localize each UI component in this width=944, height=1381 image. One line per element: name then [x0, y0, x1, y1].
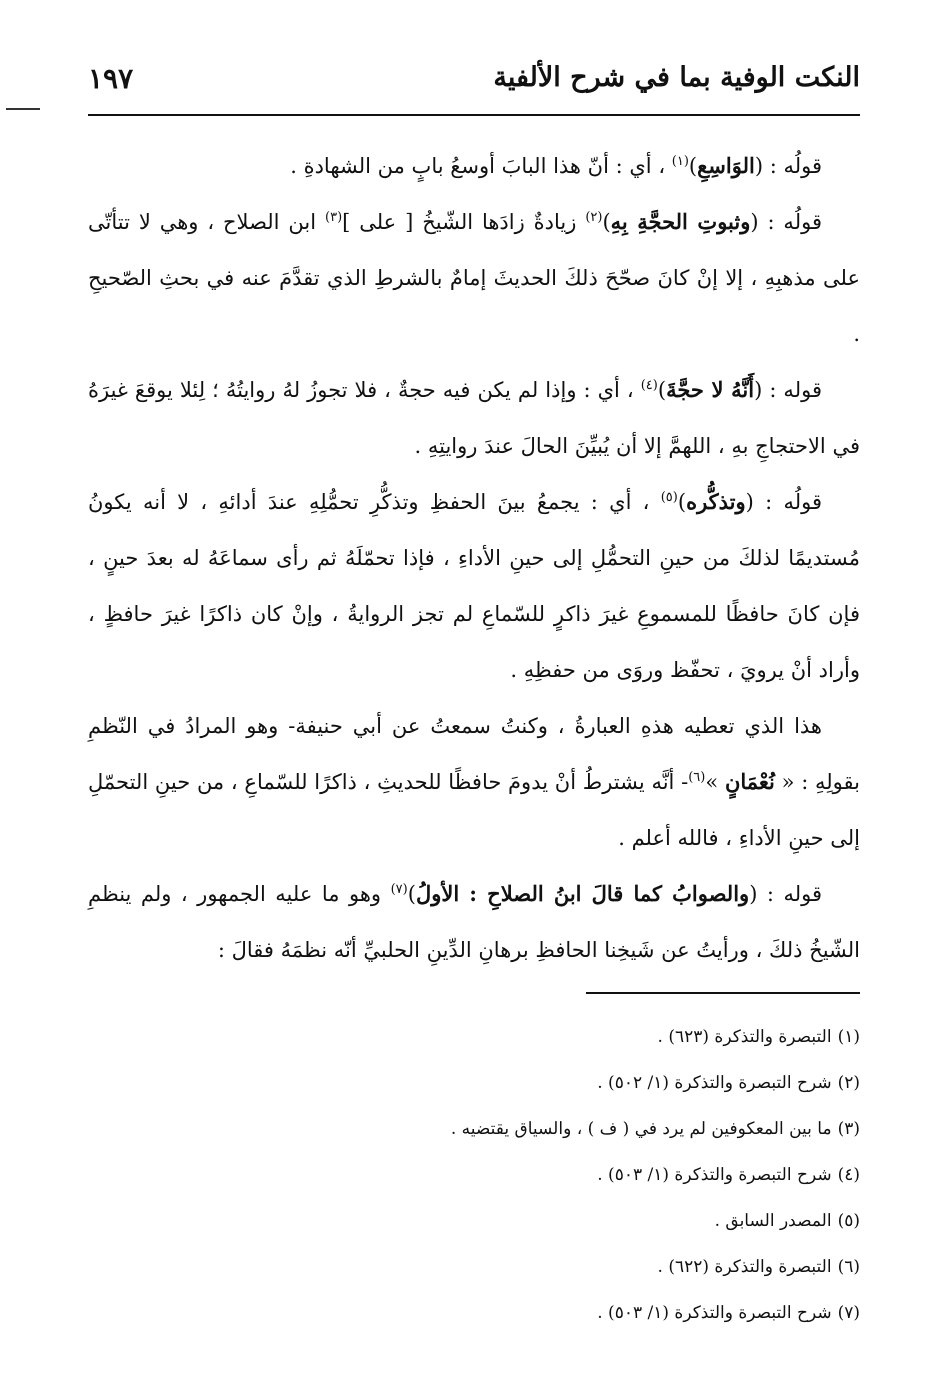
footnote-text: ما بين المعكوفين لم يرد في ( ف ) ، والسياق يقتضيه .	[450, 1119, 832, 1139]
bracket: )	[657, 378, 667, 402]
paragraph-lead: قوله : (	[754, 378, 822, 402]
footnote-number: (٢)	[837, 1073, 860, 1093]
footnote-marker: (٧)	[390, 882, 408, 897]
footnote-text: شرح التبصرة والتذكرة (١/ ٥٠٢) .	[597, 1073, 832, 1093]
paragraph-lead: قولُه : (	[750, 210, 822, 234]
paragraph-lead: قوله : (	[749, 882, 823, 906]
quoted-phrase: الوَاسِعِ	[697, 153, 755, 178]
quoted-phrase: وثبوتِ الحجَّةِ بِهِ	[610, 209, 751, 234]
footnote	[88, 1106, 860, 1152]
paragraph-text: ، أي : وإذا لم يكن فيه حجةٌ ، فلا تجوزُ لهُ روايتُهُ ؛ لِئلا يوقعَ غيرَهُ في الاحتجاجِ بهِ ، اللهمَّ إلا أن يُبيِّنَ الحالَ عندَ روايتِهِ .	[88, 378, 860, 458]
footnote-text: التبصرة والتذكرة (٦٢٣) .	[657, 1027, 832, 1047]
main-text	[88, 138, 860, 978]
footnote	[88, 1290, 860, 1336]
quoted-phrase: نُعْمَانٍ	[724, 769, 775, 794]
paragraph	[88, 866, 860, 978]
margin-mark	[6, 108, 40, 110]
paragraph-lead: هذا الذي تعطيه هذهِ العبارةُ ، وكنتُ سمعتُ عن أبي حنيفة- وهو المرادُ في النّظمِ بقولِهِ : «	[88, 714, 860, 794]
footnote-marker: (١)	[671, 154, 689, 169]
paragraph-text: - أنَّه يشترطُ أنْ يدومَ حافظًا للحديثِ ، ذاكرًا للسّماعِ ، من حينِ التحمّلِ إلى حينِ الأداءِ ، فالله أعلم .	[88, 770, 860, 850]
footnote-text: شرح التبصرة والتذكرة (١/ ٥٠٣) .	[597, 1165, 832, 1185]
footnote-text: شرح التبصرة والتذكرة (١/ ٥٠٣) .	[597, 1303, 832, 1323]
footnote-marker: (٦)	[688, 770, 706, 785]
bracket: »	[705, 770, 725, 794]
paragraph-text: زيادةٌ زادَها الشّيخُ [ على ]	[342, 210, 577, 234]
paragraph-text: ، أي : أنّ هذا البابَ أوسعُ بابٍ من الشهادةِ .	[290, 154, 666, 178]
footnote	[88, 1152, 860, 1198]
footnote	[88, 1198, 860, 1244]
footnote-number: (٦)	[837, 1257, 860, 1277]
quoted-phrase: أَنَّهُ لا حجَّةَ	[666, 377, 755, 402]
paragraph-text: ، أي : يجمعُ بينَ الحفظِ وتذكُّرِ تحمُّلِهِ عندَ أدائهِ ، لا أنه يكونُ مُستديمًا لذلكَ من حينِ التحمُّلِ إلى حينِ الأداءِ ، فإذا تحمّلَهُ ثم رأى سماعَهُ له بعدَ حينٍ ، فإن كانَ حافظًا للمسموعِ غيرَ ذاكرٍ للسّماعِ لم تجز الروايةُ ، وإنْ كان ذاكرًا غيرَ حافظٍ ، وأراد أنْ يرويَ ، تحفّظ وروَى من حفظِهِ .	[88, 490, 860, 682]
header-rule	[88, 114, 860, 116]
quoted-phrase: وتذكُّره	[686, 489, 746, 514]
footnote-text: المصدر السابق .	[714, 1211, 832, 1231]
paragraph	[88, 362, 860, 474]
footnote-marker: (٥)	[660, 490, 678, 505]
footnote	[88, 1060, 860, 1106]
page-number: ١٩٧	[88, 62, 134, 95]
paragraph-lead: قولُه : (	[754, 154, 822, 178]
footnote-number: (٣)	[837, 1119, 860, 1139]
footnote-number: (١)	[837, 1027, 860, 1047]
footnote-separator	[586, 992, 860, 994]
footnote-number: (٧)	[837, 1303, 860, 1323]
footnote-marker: (٤)	[640, 378, 658, 393]
footnote	[88, 1014, 860, 1060]
paragraph-lead: قولُه : (	[745, 490, 822, 514]
footnote-text: التبصرة والتذكرة (٦٢٢) .	[657, 1257, 832, 1277]
quoted-phrase: والصوابُ كما قالَ ابنُ الصلاحِ : الأولُ	[415, 881, 750, 906]
paragraph	[88, 474, 860, 698]
paragraph-text: ابن الصلاح ، وهي لا تتأتّى على مذهبِهِ ، إلا إنْ كانَ صحّحَ ذلكَ الحديثَ إمامٌ بالشرطِ الذي تقدَّمَ عنه في بحثِ الصّحيحِ .	[88, 210, 860, 346]
paragraph	[88, 194, 860, 362]
footnotes	[88, 1014, 860, 1336]
bracket: )	[602, 210, 611, 234]
bracket: )	[688, 154, 698, 178]
footnote	[88, 1244, 860, 1290]
footnote-number: (٥)	[837, 1211, 860, 1231]
bracket: )	[407, 882, 416, 906]
footnote-number: (٤)	[837, 1165, 860, 1185]
paragraph-text: وهو ما عليه الجمهور ، ولم ينظمِ الشّيخُ ذلكَ ، ورأيتُ عن شَيخِنا الحافظِ برهانِ الدِّينِ الحلبيِّ أنّه نظمَهُ فقالَ :	[88, 882, 860, 962]
footnote-marker: (٣)	[325, 210, 343, 225]
bracket: )	[677, 490, 687, 514]
paragraph	[88, 138, 860, 194]
running-title: النكت الوفية بما في شرح الألفية	[493, 62, 860, 93]
paragraph	[88, 698, 860, 866]
footnote-marker: (٢)	[585, 210, 603, 225]
